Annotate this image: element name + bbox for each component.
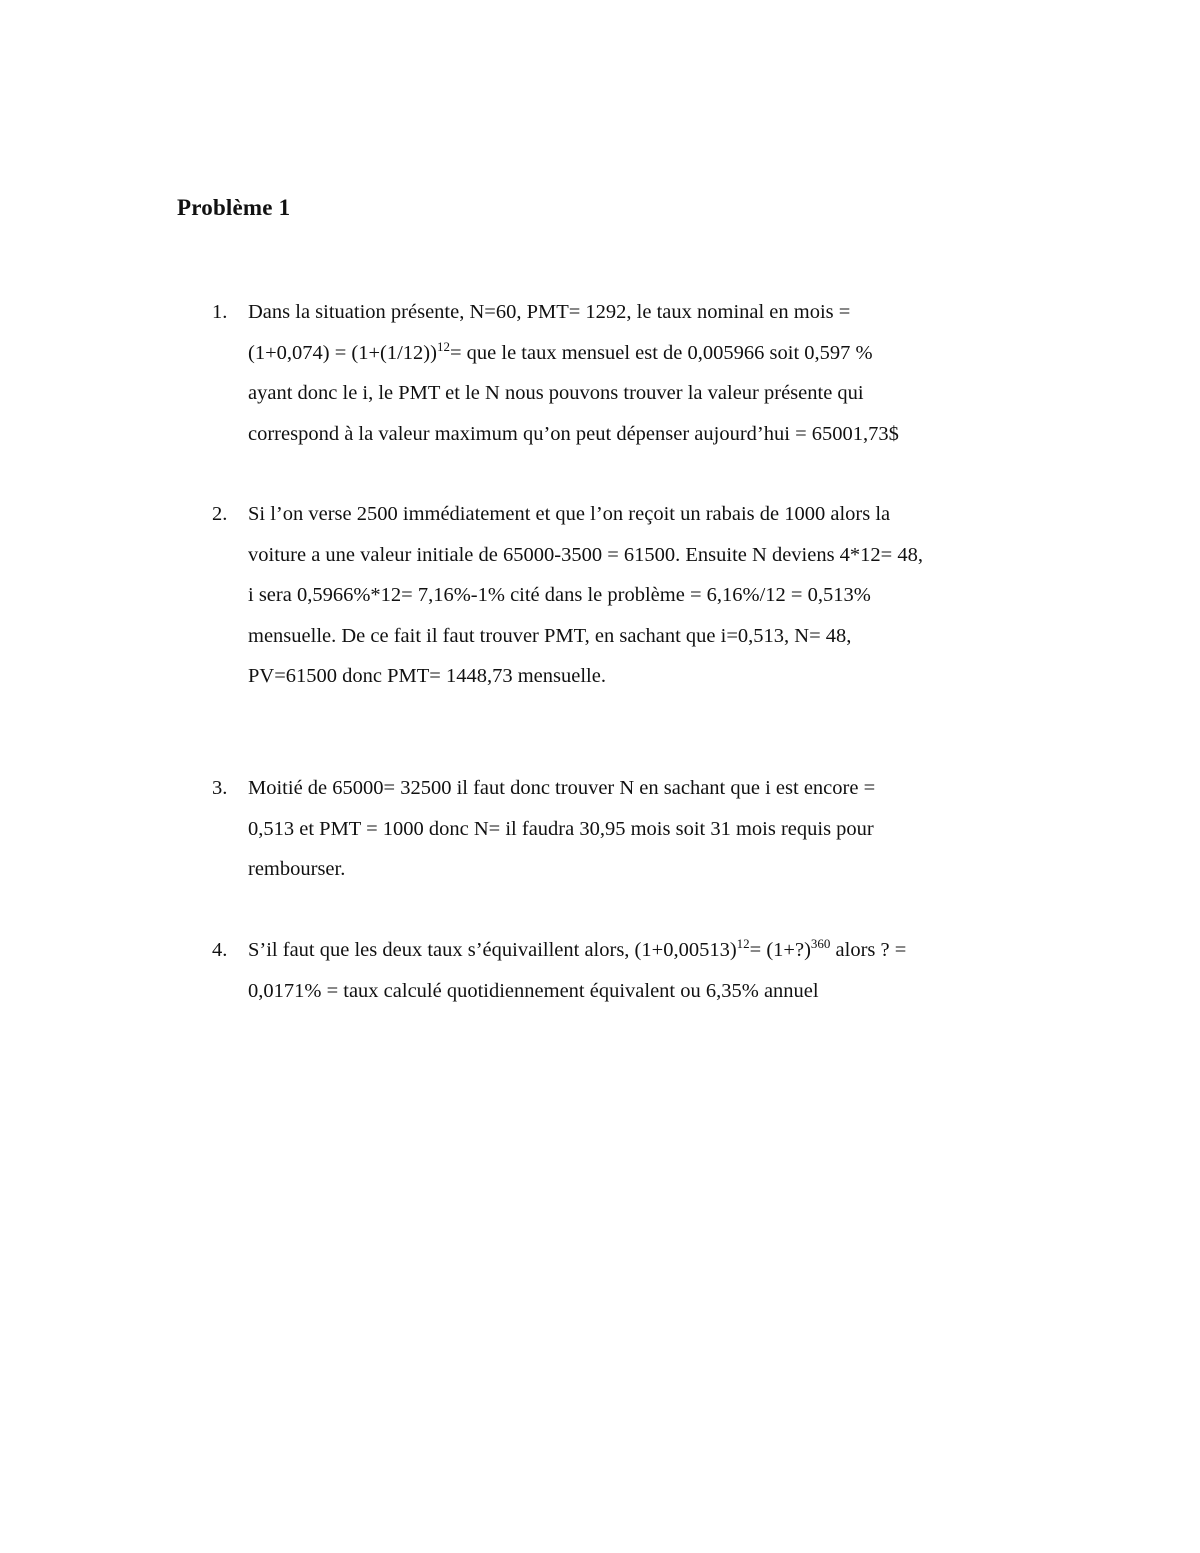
text-line: Si l’on verse 2500 immédiatement et que l’on reçoit un rabais de 1000 alors la [248, 503, 891, 525]
list-item-number: 3. [212, 777, 228, 799]
text-line: Dans la situation présente, N=60, PMT= 1292, le taux nominal en mois = [248, 301, 851, 323]
text-line: 0,513 et PMT = 1000 donc N= il faudra 30,95 mois soit 31 mois requis pour [248, 817, 874, 840]
text-segment: S’il faut que les deux taux s’équivaillent alors, (1+0,00513) [248, 939, 737, 961]
text-line: 0,0171% = taux calculé quotidiennement équivalent ou 6,35% annuel [248, 979, 819, 1002]
list-item-number: 4. [212, 939, 228, 961]
exponent: 360 [810, 936, 831, 951]
list-item-text [248, 292, 1048, 454]
list-item-text [248, 930, 1048, 1011]
text-segment: = que le taux mensuel est de 0,005966 soit 0,597 % [449, 341, 873, 364]
text-line: rembourser. [248, 858, 346, 880]
text-line: correspond à la valeur maximum qu’on peut dépenser aujourd’hui = 65001,73$ [248, 422, 899, 445]
text-line: PV=61500 donc PMT= 1448,73 mensuelle. [248, 665, 606, 687]
text-line: voiture a une valeur initiale de 65000-3500 = 61500. Ensuite N deviens 4*12= 48, [248, 543, 923, 566]
list-item-text [248, 768, 1048, 890]
list-item-number: 2. [212, 503, 228, 525]
text-line [248, 333, 1048, 374]
list-item-number: 1. [212, 301, 228, 323]
text-segment: (1+0,074) = (1+(1/12)) [248, 341, 437, 364]
exponent: 12 [736, 936, 750, 951]
text-line: ayant donc le i, le PMT et le N nous pouvons trouver la valeur présente qui [248, 382, 864, 404]
text-segment: = (1+?) [749, 939, 811, 961]
page-title: Problème 1 [177, 195, 291, 220]
text-line: Moitié de 65000= 32500 il faut donc trouver N en sachant que i est encore = [248, 777, 876, 799]
text-line: mensuelle. De ce fait il faut trouver PMT, en sachant que i=0,513, N= 48, [248, 624, 852, 647]
list-item-text [248, 494, 1048, 697]
text-line: i sera 0,5966%*12= 7,16%-1% cité dans le problème = 6,16%/12 = 0,513% [248, 584, 871, 606]
text-line [248, 930, 1048, 971]
exponent: 12 [436, 338, 450, 354]
text-segment: alors ? = [830, 939, 907, 961]
